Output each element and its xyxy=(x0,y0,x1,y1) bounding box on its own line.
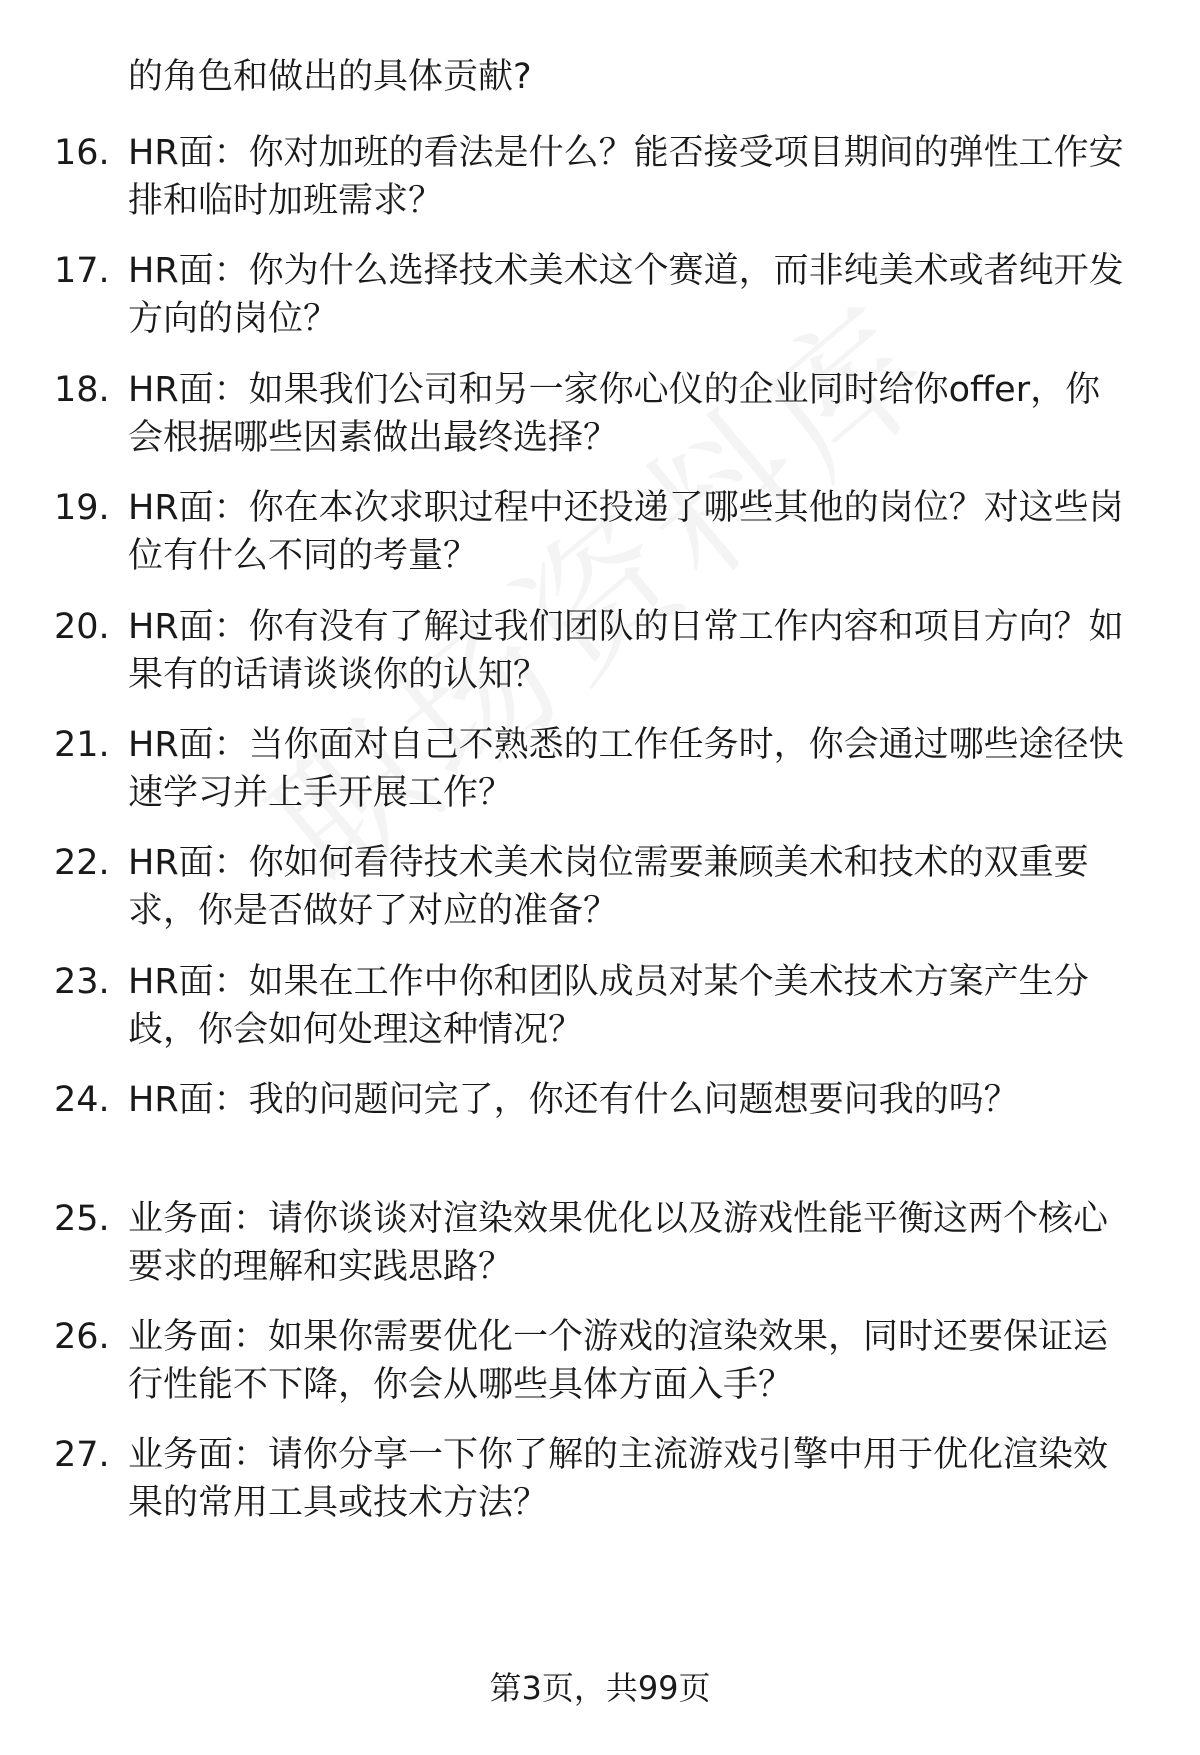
item-text-line2: 速学习并上手开展工作？ xyxy=(128,773,514,813)
item-text-line1: HR面：你为什么选择技术美术这个赛道，而非纯美术或者纯开发 xyxy=(128,251,1124,291)
item-number: 26. xyxy=(54,1317,110,1357)
list-item xyxy=(0,1079,1200,1179)
item-number: 20. xyxy=(54,607,110,647)
list-item xyxy=(0,961,1200,1061)
item-text-line1: HR面：你对加班的看法是什么？能否接受项目期间的弹性工作安 xyxy=(128,133,1124,173)
item-text-line2: 歧，你会如何处理这种情况？ xyxy=(128,1010,584,1050)
list-item xyxy=(0,250,1200,350)
item-text-line1: HR面：如果在工作中你和团队成员对某个美术技术方案产生分 xyxy=(128,962,1089,1002)
item-text-line1: HR面：你在本次求职过程中还投递了哪些其他的岗位？对这些岗 xyxy=(128,488,1124,528)
item-number: 18. xyxy=(54,370,110,410)
item-number: 21. xyxy=(54,725,110,765)
item-number: 17. xyxy=(54,251,110,291)
list-item xyxy=(0,842,1200,942)
continuation-line: 的角色和做出的具体贡献? xyxy=(128,57,532,97)
item-text-line1: HR面：我的问题问完了，你还有什么问题想要问我的吗？ xyxy=(128,1080,1019,1120)
item-text-line1: 业务面：请你分享一下你了解的主流游戏引擎中用于优化渲染效 xyxy=(128,1435,1109,1475)
item-number: 16. xyxy=(54,133,110,173)
item-number: 23. xyxy=(54,962,110,1002)
list-item xyxy=(0,369,1200,469)
page-footer: 第3页，共99页 xyxy=(489,1669,711,1707)
item-text-line2: 果有的话请谈谈你的认知？ xyxy=(128,655,549,695)
item-text-line2: 求，你是否做好了对应的准备？ xyxy=(128,891,619,931)
item-text-line1: 业务面：请你谈谈对渲染效果优化以及游戏性能平衡这两个核心 xyxy=(128,1199,1109,1239)
list-item xyxy=(0,1316,1200,1416)
item-text-line1: 业务面：如果你需要优化一个游戏的渲染效果，同时还要保证运 xyxy=(128,1317,1109,1357)
item-text-line2: 果的常用工具或技术方法？ xyxy=(128,1483,549,1523)
item-number: 24. xyxy=(54,1080,110,1120)
list-item xyxy=(0,132,1200,232)
item-number: 22. xyxy=(54,843,110,883)
list-item xyxy=(0,606,1200,706)
item-number: 25. xyxy=(54,1199,110,1239)
item-number: 19. xyxy=(54,488,110,528)
item-text-line1: HR面：你有没有了解过我们团队的日常工作内容和项目方向？如 xyxy=(128,607,1124,647)
item-text-line2: 会根据哪些因素做出最终选择？ xyxy=(128,418,619,458)
item-text-line2: 方向的岗位？ xyxy=(128,299,339,339)
item-text-line2: 要求的理解和实践思路？ xyxy=(128,1247,514,1287)
item-text-line2: 排和临时加班需求？ xyxy=(128,181,444,221)
item-text-line2: 行性能不下降，你会从哪些具体方面入手？ xyxy=(128,1365,794,1405)
item-text-line2: 位有什么不同的考量？ xyxy=(128,536,479,576)
list-item xyxy=(0,724,1200,824)
item-number: 27. xyxy=(54,1435,110,1475)
list-item xyxy=(0,1198,1200,1298)
list-item xyxy=(0,1434,1200,1534)
item-text-line1: HR面：你如何看待技术美术岗位需要兼顾美术和技术的双重要 xyxy=(128,843,1089,883)
item-text-line1: HR面：如果我们公司和另一家你心仪的企业同时给你offer，你 xyxy=(128,370,1101,410)
list-item xyxy=(0,487,1200,587)
item-text-line1: HR面：当你面对自己不熟悉的工作任务时，你会通过哪些途径快 xyxy=(128,725,1124,765)
